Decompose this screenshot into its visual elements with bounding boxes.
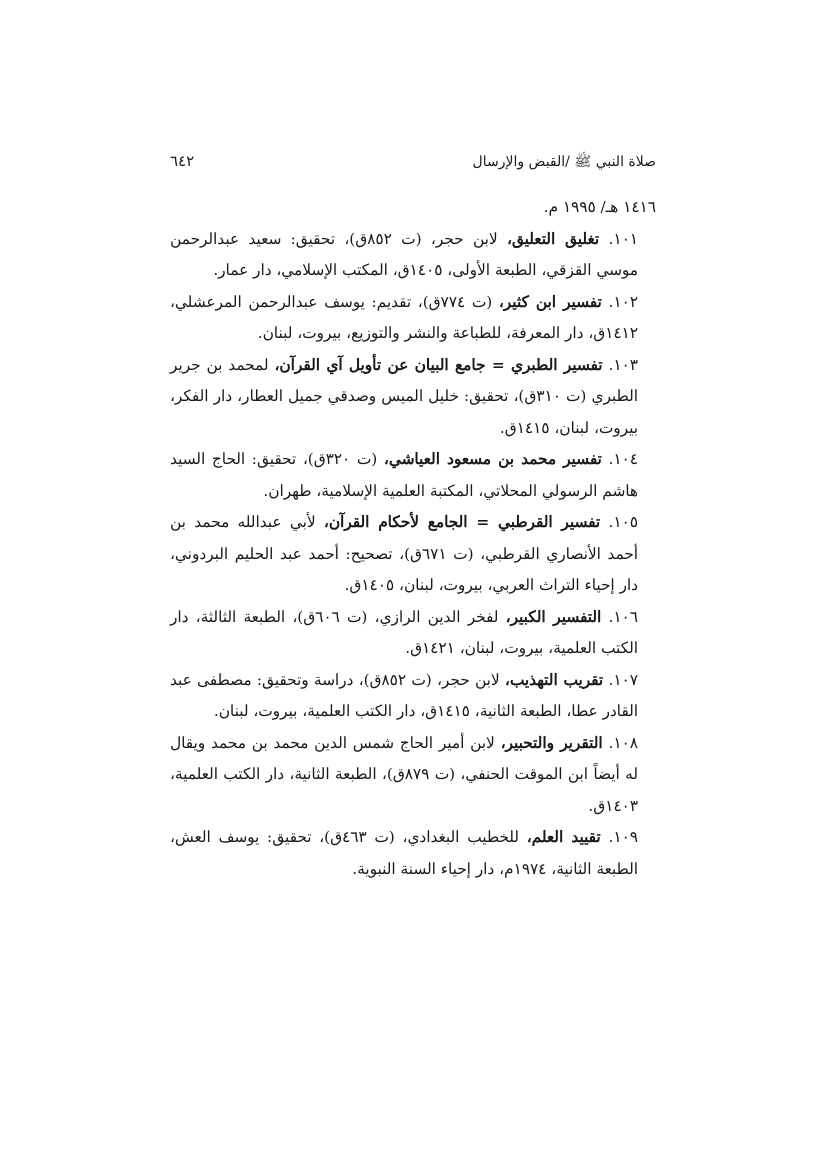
page-number: ٦٤٢ [170, 152, 195, 170]
entry-number: ١٠٩. [608, 828, 638, 846]
entry-details: لابن أمير الحاج شمس الدين محمد بن محمد ويقال له أيضاً ابن الموقت الحنفي، (ت ٨٧٩ق)، الطبعة الثانية، دار الكتب العلمية، ١٤٠٣ق. [170, 733, 638, 815]
bibliography-entry [170, 224, 656, 287]
entry-number: ١٠٣. [608, 355, 638, 374]
entry-title: تغليق التعليق، [506, 229, 600, 248]
entry-number: ١٠٢. [608, 292, 638, 311]
entry-details: (ت ٧٧٤ق)، تقديم: يوسف عبدالرحمن المرعشلي، ١٤١٢ق، دار المعرفة، للطباعة والنشر والتوزيع، بيروت، لبنان. [170, 292, 638, 342]
bibliography-entry [170, 728, 656, 823]
bibliography-entry [170, 350, 656, 445]
entry-title: تقريب التهذيب، [504, 670, 604, 689]
entry-number: ١٠٨. [608, 733, 638, 752]
bibliography-entry [170, 822, 656, 885]
entry-details: لمحمد بن جرير الطبري (ت ٣١٠ق)، تحقيق: خليل الميس وصدقي جميل العطار، دار الفكر، بيروت، لبنان، ١٤١٥ق. [170, 355, 638, 437]
entry-title: تفسير محمد بن مسعود العياشي، [383, 450, 602, 468]
running-title: صلاة النبي ﷺ /القبض والإرسال [472, 154, 656, 170]
entry-details: لابن حجر، (ت ٨٥٢ق)، تحقيق: سعيد عبدالرحمن موسي القزقي، الطبعة الأولى، ١٤٠٥ق، المكتب الإسلامي، دار عمار. [170, 229, 638, 279]
entry-title: التقرير والتحبير، [500, 733, 603, 752]
document-page [170, 152, 656, 885]
entry-title: تقييد العلم، [526, 828, 601, 846]
entry-details: للخطيب البغدادي، (ت ٤٦٣ق)، تحقيق: يوسف العش، الطبعة الثانية، ١٩٧٤م، دار إحياء السنة النبوية. [170, 828, 638, 878]
entry-number: ١٠٦. [608, 607, 638, 626]
entry-number: ١٠٥. [608, 513, 638, 531]
page-header [170, 152, 656, 178]
bibliography-entry [170, 287, 656, 350]
bibliography-entry [170, 507, 656, 602]
continuation-line: ١٤١٦ هـ/ ١٩٩٥ م. [543, 198, 656, 216]
bibliography-entry [170, 602, 656, 665]
entry-title: تفسير القرطبي = الجامع لأحكام القرآن، [323, 513, 601, 531]
entry-title: التفسير الكبير، [505, 607, 602, 626]
bibliography-list [170, 192, 656, 885]
entry-number: ١٠٤. [608, 450, 638, 468]
entry-details: (ت ٣٢٠ق)، تحقيق: الحاج السيد هاشم الرسولي المحلاتي، المكتبة العلمية الإسلامية، طهران. [170, 450, 638, 500]
bibliography-entry [170, 665, 656, 728]
entry-title: تفسير الطبري = جامع البيان عن تأويل آي القرآن، [274, 355, 603, 374]
entry-title: تفسير ابن كثير، [498, 292, 602, 311]
entry-details: لفخر الدين الرازي، (ت ٦٠٦ق)، الطبعة الثالثة، دار الكتب العلمية، بيروت، لبنان، ١٤٢١ق. [170, 607, 638, 657]
entry-details: لابن حجر، (ت ٨٥٢ق)، دراسة وتحقيق: مصطفى عبد القادر عطا، الطبعة الثانية، ١٤١٥ق، دار الكتب العلمية، بيروت، لبنان. [170, 670, 638, 720]
entry-details: لأبي عبدالله محمد بن أحمد الأنصاري القرطبي، (ت ٦٧١ق)، تصحيح: أحمد عبد الحليم البردوني، دار إحياء التراث العربي، بيروت، لبنان، ١٤٠٥ق. [170, 513, 639, 594]
entry-number: ١٠٧. [608, 670, 638, 689]
bibliography-entry [170, 444, 656, 507]
entry-number: ١٠١. [608, 229, 639, 248]
